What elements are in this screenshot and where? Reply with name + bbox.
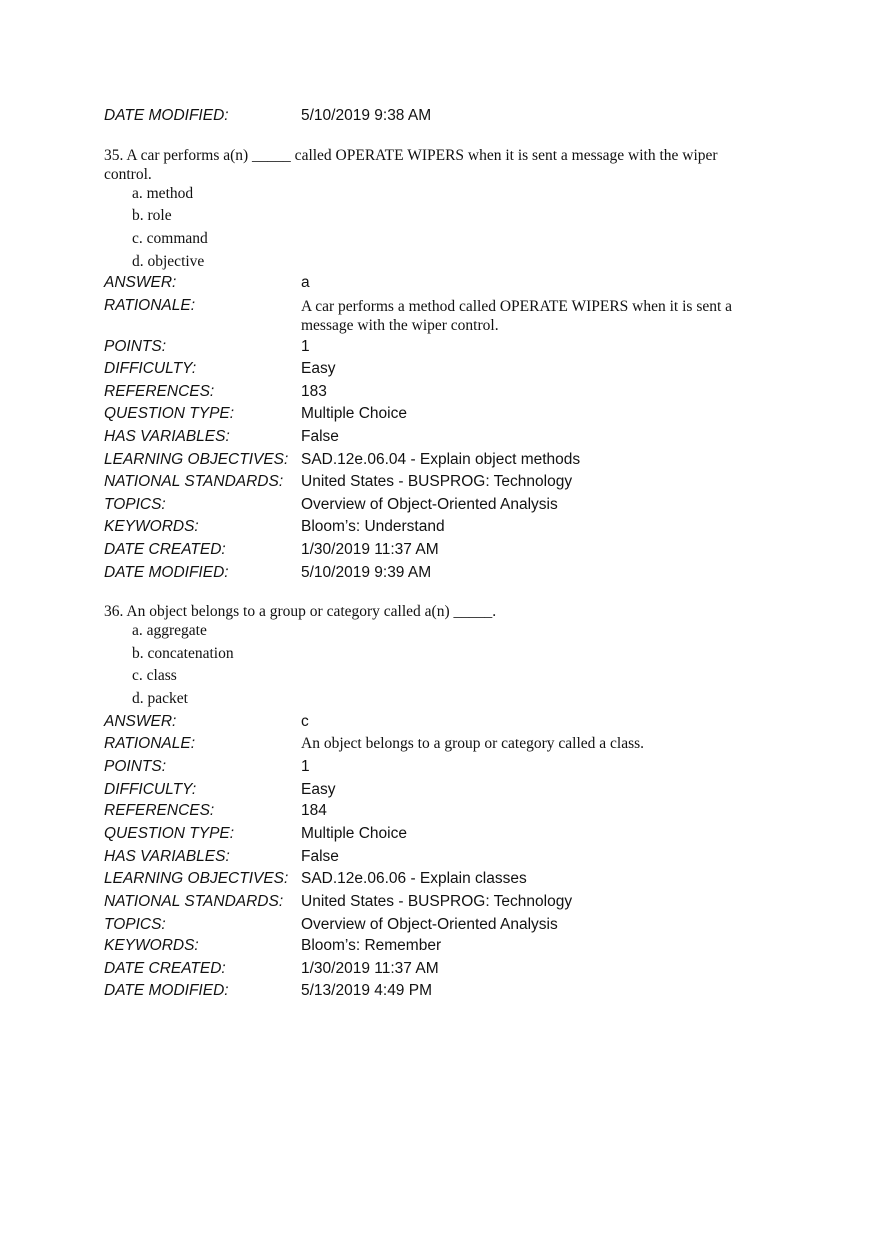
q35-option-a: a. method [132,185,194,202]
question-35-stem: 35. A car performs a(n) _____ called OPERATE WIPERS when it is sent a message with the wiper control. [104,147,718,183]
q35-difficulty-label: DIFFICULTY: [104,360,197,377]
q35-option-d: d. objective [132,253,205,270]
q36-national-standards-value: United States - BUSPROG: Technology [301,893,573,910]
q35-keywords-value: Bloom’s: Understand [301,518,445,535]
q35-references-label: REFERENCES: [104,383,215,400]
q36-learning-objectives-label: LEARNING OBJECTIVES: [104,870,289,887]
q35-answer-label: ANSWER: [104,274,177,291]
q35-rationale-value: A car performs a method called OPERATE WIPERS when it is sent a message with the wiper control. [301,298,733,334]
q36-date-created-label: DATE CREATED: [104,960,226,977]
q35-option-b: b. role [132,207,172,224]
q35-learning-objectives-value: SAD.12e.06.04 - Explain object methods [301,451,581,468]
q35-has-variables-label: HAS VARIABLES: [104,428,230,445]
q35-topics-value: Overview of Object-Oriented Analysis [301,496,558,513]
q36-answer-value: c [301,713,309,730]
q36-national-standards-label: NATIONAL STANDARDS: [104,893,284,910]
q35-points-label: POINTS: [104,338,167,355]
q35-national-standards-label: NATIONAL STANDARDS: [104,473,284,490]
q35-answer-value: a [301,274,310,291]
q35-date-created-value: 1/30/2019 11:37 AM [301,541,439,558]
q36-references-value: 184 [301,802,327,819]
q36-option-d: d. packet [132,690,188,707]
date-modified-value: 5/10/2019 9:38 AM [301,107,432,124]
q35-learning-objectives-label: LEARNING OBJECTIVES: [104,451,289,468]
q36-has-variables-label: HAS VARIABLES: [104,848,230,865]
q36-option-b: b. concatenation [132,645,234,662]
q36-date-modified-label: DATE MODIFIED: [104,982,229,999]
q36-question-type-value: Multiple Choice [301,825,407,842]
q35-question-type-label: QUESTION TYPE: [104,405,235,422]
q35-date-modified-value: 5/10/2019 9:39 AM [301,564,432,581]
q35-points-value: 1 [301,338,310,355]
q35-keywords-label: KEYWORDS: [104,518,199,535]
q36-difficulty-value: Easy [301,781,336,798]
q35-date-modified-label: DATE MODIFIED: [104,564,229,581]
q35-topics-label: TOPICS: [104,496,166,513]
q35-question-type-value: Multiple Choice [301,405,407,422]
q36-topics-label: TOPICS: [104,916,166,933]
q36-points-value: 1 [301,758,310,775]
q36-has-variables-value: False [301,848,339,865]
q36-rationale-value: An object belongs to a group or category called a class. [301,735,645,752]
q36-keywords-label: KEYWORDS: [104,937,199,954]
q36-option-c: c. class [132,667,177,684]
q36-date-created-value: 1/30/2019 11:37 AM [301,960,439,977]
q35-difficulty-value: Easy [301,360,336,377]
q36-learning-objectives-value: SAD.12e.06.06 - Explain classes [301,870,527,887]
q36-references-label: REFERENCES: [104,802,215,819]
q35-has-variables-value: False [301,428,339,445]
q35-rationale-label: RATIONALE: [104,297,196,314]
q36-difficulty-label: DIFFICULTY: [104,781,197,798]
q35-national-standards-value: United States - BUSPROG: Technology [301,473,573,490]
q36-option-a: a. aggregate [132,622,207,639]
q36-answer-label: ANSWER: [104,713,177,730]
q36-keywords-value: Bloom’s: Remember [301,937,442,954]
q36-points-label: POINTS: [104,758,167,775]
q36-topics-value: Overview of Object-Oriented Analysis [301,916,558,933]
date-modified-label: DATE MODIFIED: [104,107,229,124]
q36-date-modified-value: 5/13/2019 4:49 PM [301,982,432,999]
q36-question-type-label: QUESTION TYPE: [104,825,235,842]
q35-option-c: c. command [132,230,208,247]
q36-rationale-label: RATIONALE: [104,735,196,752]
question-36-stem: 36. An object belongs to a group or category called a(n) _____. [104,603,497,620]
q35-references-value: 183 [301,383,327,400]
q35-date-created-label: DATE CREATED: [104,541,226,558]
